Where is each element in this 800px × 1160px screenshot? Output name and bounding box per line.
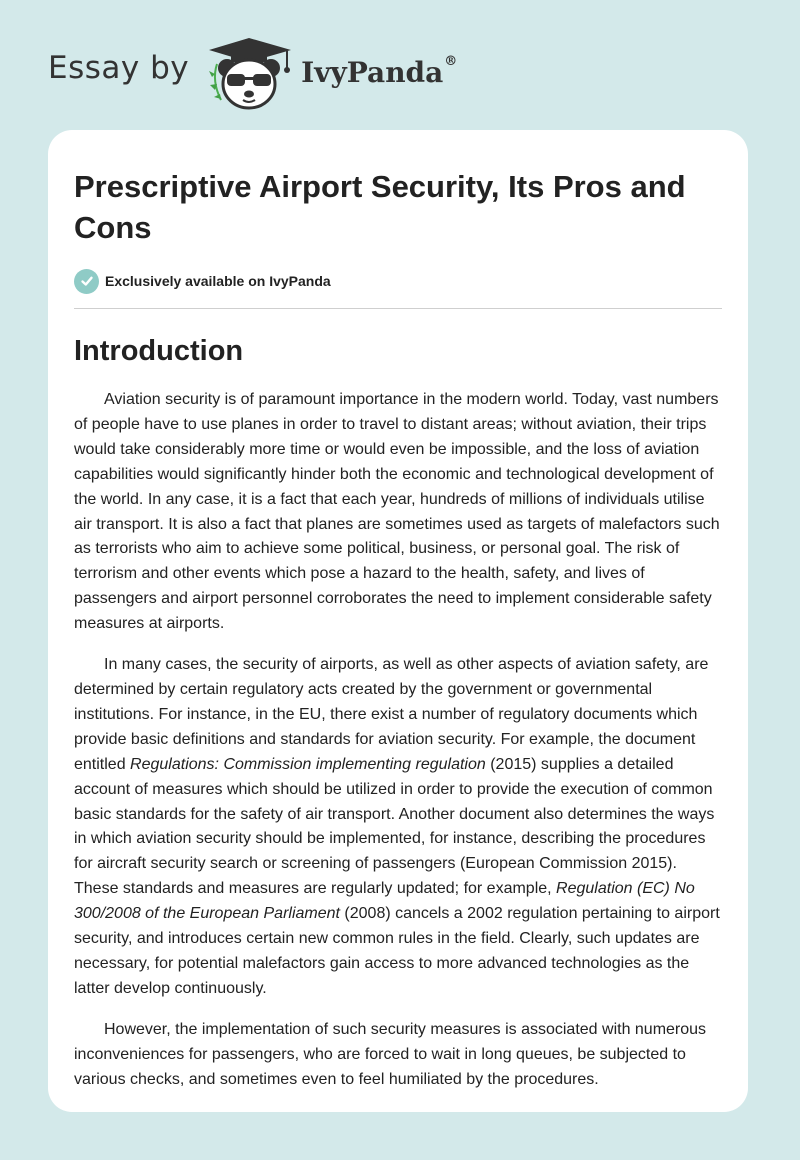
section-heading: Introduction bbox=[74, 335, 244, 367]
citation-title: Regulations: Commission implementing regulation bbox=[130, 755, 486, 773]
essay-by-label: Essay by bbox=[48, 50, 190, 86]
divider bbox=[74, 308, 722, 309]
citation-title: Regulation (EC) No 300/2008 of the European Parliament bbox=[74, 880, 695, 923]
exclusive-badge bbox=[74, 268, 722, 294]
brand-name[interactable]: IvyPanda® bbox=[301, 53, 458, 89]
badge-label: Exclusively available on IvyPanda bbox=[105, 273, 331, 289]
panda-logo-icon[interactable] bbox=[203, 34, 295, 110]
paragraph: However, the implementation of such security measures is associated with numerous inconveniences for passengers, who are forced to wait in long queues, be subjected to various checks, and sometimes even to feel humiliated by the procedures. bbox=[74, 1020, 707, 1088]
paragraph: In many cases, the security of airports, as well as other aspects of aviation safety, are determined by certain regulatory acts created by the government or governmental institutions. For instance, in the EU, there exist a number of regulatory documents which provide basic definitions and standards for aviation security. For example, the document entitled Regulations: Commission implementing regulation (2015) supplies a detailed account of measures which should be utilized in order to provide the execution of common basic standards for the safety of air transport. Another document also determines the ways in which aviation security should be implemented, for instance, describing the procedures for aircraft security search or screening of passengers (European Commission 2015). These standards and measures are regularly updated; for example, Regulation (EC) No 300/2008 of the European Parliament (2008) cancels a 2002 regulation pertaining to airport security, and introduces certain new common rules in the field. Clearly, such updates are necessary, for potential malefactors gain access to more advanced technologies as the latter develop continuously. bbox=[74, 656, 720, 997]
page-title: Prescriptive Airport Security, Its Pros and Cons bbox=[74, 169, 686, 245]
site-header bbox=[48, 34, 457, 110]
registered-mark: ® bbox=[444, 53, 458, 69]
check-icon bbox=[74, 269, 99, 294]
essay-card bbox=[48, 130, 748, 1112]
paragraph: Aviation security is of paramount importance in the modern world. Today, vast numbers of people have to use planes in order to travel to distant areas; without aviation, their trips would take considerably more time or would even be impossible, and the loss of aviation capabilities would significantly hinder both the economic and technological development of the world. In any case, it is a fact that each year, hundreds of millions of individuals utilise air transport. It is also a fact that planes are sometimes used as targets of malefactors such as terrorists who aim to achieve some political, business, or personal goal. The risk of terrorism and other events which pose a hazard to the health, safety, and lives of passengers and airport personnel corroborates the need to implement considerable safety measures at airports. bbox=[74, 391, 720, 633]
